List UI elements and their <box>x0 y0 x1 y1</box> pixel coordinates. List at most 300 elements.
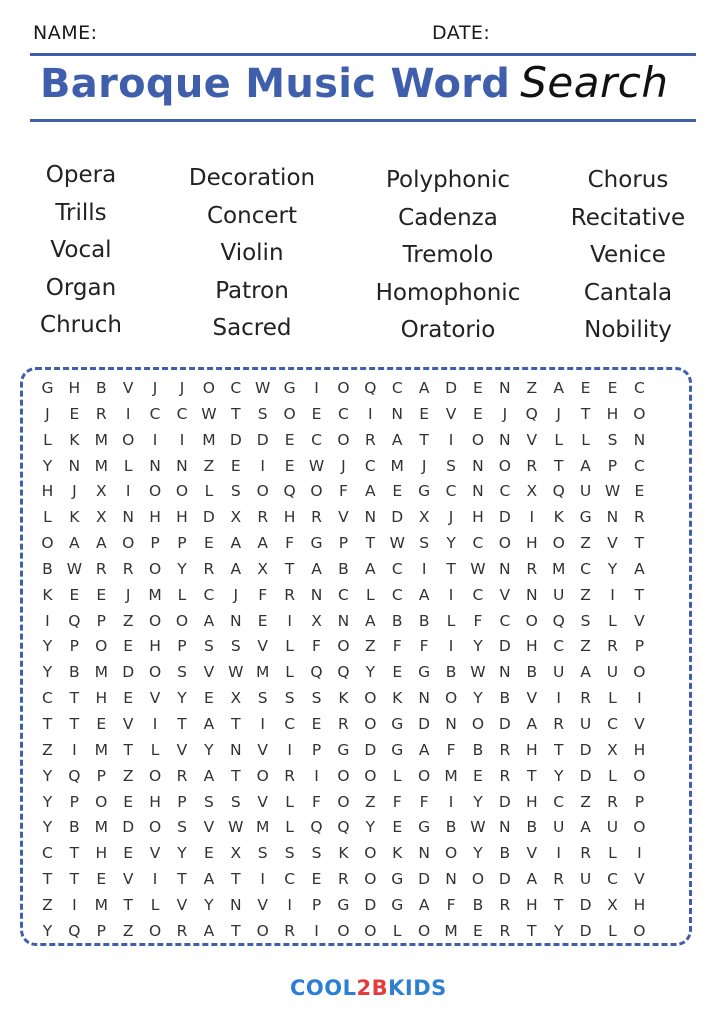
grid-letter[interactable]: L <box>150 895 160 914</box>
grid-letter[interactable]: H <box>95 689 108 708</box>
grid-letter[interactable]: R <box>499 740 511 759</box>
grid-letter[interactable]: Y <box>553 921 564 940</box>
grid-letter[interactable]: A <box>418 895 430 914</box>
grid-letter[interactable]: D <box>256 430 269 449</box>
grid-letter[interactable]: T <box>527 766 537 785</box>
grid-letter[interactable]: C <box>607 714 618 733</box>
grid-letter[interactable]: W <box>201 404 217 423</box>
grid-letter[interactable]: P <box>311 895 322 914</box>
grid-letter[interactable]: S <box>311 689 322 708</box>
grid-letter[interactable]: W <box>228 663 244 682</box>
grid-letter[interactable]: I <box>556 689 561 708</box>
grid-letter[interactable]: Y <box>42 456 53 475</box>
grid-letter[interactable]: N <box>472 482 484 501</box>
grid-letter[interactable]: C <box>149 404 161 423</box>
grid-letter[interactable]: V <box>526 689 538 708</box>
grid-letter[interactable]: J <box>233 585 239 604</box>
grid-letter[interactable]: N <box>499 663 511 682</box>
grid-letter[interactable]: R <box>176 921 188 940</box>
grid-letter[interactable]: D <box>498 792 511 811</box>
grid-letter[interactable]: T <box>634 585 645 604</box>
grid-letter[interactable]: B <box>69 663 80 682</box>
grid-letter[interactable]: N <box>149 456 161 475</box>
grid-letter[interactable]: D <box>498 508 511 527</box>
grid-letter[interactable]: Z <box>42 895 53 914</box>
grid-letter[interactable]: T <box>231 921 241 940</box>
grid-letter[interactable]: O <box>41 534 54 553</box>
grid-letter[interactable]: D <box>202 508 215 527</box>
grid-letter[interactable]: K <box>69 430 80 449</box>
grid-letter[interactable]: N <box>499 379 511 397</box>
grid-letter[interactable]: E <box>392 663 403 682</box>
grid-letter[interactable]: M <box>148 585 162 604</box>
grid-letter[interactable]: T <box>177 870 187 889</box>
grid-letter[interactable]: C <box>391 559 403 578</box>
grid-letter[interactable]: O <box>633 404 646 423</box>
grid-letter[interactable]: Y <box>607 559 618 578</box>
grid-letter[interactable]: P <box>96 921 106 940</box>
grid-letter[interactable]: O <box>337 766 350 785</box>
grid-letter[interactable]: E <box>203 844 214 863</box>
grid-letter[interactable]: C <box>42 844 53 863</box>
grid-letter[interactable]: Z <box>122 766 134 785</box>
grid-letter[interactable]: O <box>122 430 135 449</box>
grid-letter[interactable]: R <box>203 559 215 578</box>
grid-letter[interactable]: Y <box>42 637 53 656</box>
grid-letter[interactable]: O <box>337 921 350 940</box>
grid-letter[interactable]: A <box>634 559 645 578</box>
grid-letter[interactable]: F <box>419 637 429 656</box>
grid-letter[interactable]: O <box>633 766 646 785</box>
grid-letter[interactable]: T <box>446 559 456 578</box>
grid-letter[interactable]: J <box>179 379 185 397</box>
grid-letter[interactable]: E <box>311 404 322 423</box>
grid-letter[interactable]: V <box>445 404 457 423</box>
grid-letter[interactable]: O <box>471 870 485 889</box>
grid-letter[interactable]: A <box>418 379 430 397</box>
grid-letter[interactable]: L <box>123 456 133 475</box>
grid-letter[interactable]: P <box>177 534 187 553</box>
grid-letter[interactable]: Z <box>365 792 376 811</box>
grid-letter[interactable]: I <box>179 430 185 449</box>
grid-letter[interactable]: D <box>229 430 242 449</box>
grid-letter[interactable]: Y <box>473 637 483 656</box>
grid-letter[interactable]: A <box>553 379 564 397</box>
grid-letter[interactable]: O <box>148 766 162 785</box>
grid-letter[interactable]: L <box>392 921 402 940</box>
grid-letter[interactable]: R <box>364 430 376 449</box>
grid-letter[interactable]: K <box>553 508 564 527</box>
grid-letter[interactable]: H <box>95 844 108 863</box>
grid-letter[interactable]: T <box>231 714 241 733</box>
grid-letter[interactable]: E <box>473 404 483 423</box>
grid-letter[interactable]: C <box>607 870 618 889</box>
grid-letter[interactable]: R <box>634 508 645 527</box>
grid-letter[interactable]: G <box>283 379 296 397</box>
grid-letter[interactable]: N <box>229 611 242 630</box>
grid-letter[interactable]: M <box>390 456 404 475</box>
grid-letter[interactable]: R <box>176 766 188 785</box>
grid-letter[interactable]: R <box>284 766 295 785</box>
grid-letter[interactable]: V <box>176 895 188 914</box>
grid-letter[interactable]: S <box>284 844 295 863</box>
grid-letter[interactable]: I <box>448 430 454 449</box>
grid-letter[interactable]: I <box>637 844 642 863</box>
grid-letter[interactable]: E <box>230 456 241 475</box>
grid-letter[interactable]: Q <box>552 611 565 630</box>
grid-letter[interactable]: Z <box>580 585 591 604</box>
grid-letter[interactable]: J <box>448 508 454 527</box>
grid-letter[interactable]: F <box>419 792 429 811</box>
grid-letter[interactable]: Z <box>526 379 538 397</box>
grid-letter[interactable]: A <box>95 534 107 553</box>
grid-letter[interactable]: V <box>122 870 134 889</box>
grid-letter[interactable]: F <box>338 482 348 501</box>
grid-letter[interactable]: N <box>418 689 430 708</box>
grid-letter[interactable]: T <box>365 534 376 553</box>
grid-letter[interactable]: X <box>526 482 538 501</box>
grid-letter[interactable]: P <box>634 792 645 811</box>
grid-letter[interactable]: X <box>311 611 322 630</box>
grid-letter[interactable]: B <box>499 844 511 863</box>
grid-letter[interactable]: J <box>72 482 77 501</box>
grid-letter[interactable]: C <box>230 379 242 397</box>
grid-letter[interactable]: E <box>580 379 591 397</box>
grid-letter[interactable]: V <box>257 792 268 811</box>
grid-letter[interactable]: J <box>341 456 346 475</box>
grid-letter[interactable]: V <box>634 611 645 630</box>
grid-letter[interactable]: L <box>608 689 617 708</box>
grid-letter[interactable]: E <box>123 637 134 656</box>
grid-letter[interactable]: C <box>391 585 403 604</box>
grid-letter[interactable]: I <box>421 559 427 578</box>
grid-letter[interactable]: D <box>579 740 592 759</box>
grid-letter[interactable]: C <box>364 456 376 475</box>
grid-letter[interactable]: D <box>122 663 135 682</box>
grid-letter[interactable]: I <box>72 740 77 759</box>
grid-letter[interactable]: P <box>69 792 80 811</box>
grid-letter[interactable]: M <box>256 663 270 682</box>
grid-letter[interactable]: Q <box>525 404 538 423</box>
grid-letter[interactable]: I <box>287 895 292 914</box>
grid-letter[interactable]: W <box>470 663 486 682</box>
grid-letter[interactable]: W <box>389 534 405 553</box>
grid-letter[interactable]: A <box>203 766 215 785</box>
grid-letter[interactable]: Y <box>473 844 483 863</box>
grid-letter[interactable]: S <box>419 534 430 553</box>
grid-letter[interactable]: X <box>607 895 618 914</box>
grid-letter[interactable]: W <box>604 482 621 501</box>
grid-letter[interactable]: X <box>418 508 430 527</box>
grid-letter[interactable]: N <box>472 456 484 475</box>
grid-letter[interactable]: R <box>499 921 511 940</box>
grid-letter[interactable]: F <box>446 895 456 914</box>
grid-letter[interactable]: Y <box>42 818 53 837</box>
grid-letter[interactable]: E <box>634 482 645 501</box>
grid-letter[interactable]: W <box>470 559 486 578</box>
grid-letter[interactable]: O <box>364 714 377 733</box>
grid-letter[interactable]: A <box>230 534 242 553</box>
grid-letter[interactable]: G <box>391 740 404 759</box>
grid-letter[interactable]: O <box>202 379 215 397</box>
grid-letter[interactable]: R <box>95 404 107 423</box>
grid-letter[interactable]: O <box>148 818 162 837</box>
grid-letter[interactable]: O <box>418 921 431 940</box>
grid-letter[interactable]: C <box>338 404 349 423</box>
grid-letter[interactable]: U <box>606 818 619 837</box>
grid-letter[interactable]: Z <box>42 740 53 759</box>
grid-letter[interactable]: R <box>526 559 538 578</box>
grid-letter[interactable]: C <box>472 534 484 553</box>
grid-letter[interactable]: R <box>338 714 349 733</box>
grid-letter[interactable]: R <box>338 870 349 889</box>
grid-letter[interactable]: D <box>498 637 511 656</box>
grid-letter[interactable]: R <box>95 559 107 578</box>
grid-letter[interactable]: L <box>150 740 160 759</box>
grid-letter[interactable]: M <box>256 818 270 837</box>
grid-letter[interactable]: B <box>526 663 538 682</box>
grid-letter[interactable]: M <box>94 430 108 449</box>
grid-letter[interactable]: A <box>311 559 322 578</box>
grid-letter[interactable]: R <box>311 508 322 527</box>
grid-letter[interactable]: F <box>312 792 321 811</box>
grid-letter[interactable]: U <box>579 714 592 733</box>
grid-letter[interactable]: C <box>42 689 53 708</box>
grid-letter[interactable]: T <box>69 714 80 733</box>
grid-letter[interactable]: O <box>175 482 189 501</box>
grid-letter[interactable]: P <box>634 637 645 656</box>
grid-letter[interactable]: N <box>525 585 538 604</box>
grid-letter[interactable]: T <box>42 714 53 733</box>
grid-letter[interactable]: O <box>148 559 162 578</box>
grid-letter[interactable]: C <box>499 482 511 501</box>
grid-letter[interactable]: I <box>125 404 131 423</box>
grid-letter[interactable]: Z <box>203 456 215 475</box>
grid-letter[interactable]: Y <box>365 663 376 682</box>
grid-letter[interactable]: K <box>392 844 403 863</box>
grid-letter[interactable]: A <box>418 585 430 604</box>
grid-letter[interactable]: R <box>607 637 618 656</box>
grid-letter[interactable]: O <box>633 921 646 940</box>
grid-letter[interactable]: B <box>526 818 538 837</box>
grid-letter[interactable]: K <box>338 689 349 708</box>
grid-letter[interactable]: Y <box>177 844 187 863</box>
grid-letter[interactable]: A <box>365 559 376 578</box>
grid-letter[interactable]: N <box>364 508 377 527</box>
grid-letter[interactable]: V <box>634 870 645 889</box>
grid-letter[interactable]: O <box>337 637 350 656</box>
grid-letter[interactable]: S <box>284 689 295 708</box>
grid-letter[interactable]: S <box>177 818 187 837</box>
grid-letter[interactable]: I <box>287 740 292 759</box>
grid-letter[interactable]: A <box>526 714 538 733</box>
grid-letter[interactable]: I <box>152 430 158 449</box>
grid-letter[interactable]: B <box>472 740 484 759</box>
grid-letter[interactable]: N <box>68 456 81 475</box>
grid-letter[interactable]: N <box>499 430 511 449</box>
grid-letter[interactable]: E <box>257 611 268 630</box>
grid-letter[interactable]: N <box>229 740 242 759</box>
grid-letter[interactable]: C <box>445 482 457 501</box>
grid-letter[interactable]: C <box>553 792 565 811</box>
grid-letter[interactable]: Q <box>68 611 81 630</box>
grid-letter[interactable]: D <box>498 870 511 889</box>
grid-letter[interactable]: E <box>607 379 618 397</box>
grid-letter[interactable]: T <box>553 895 564 914</box>
grid-letter[interactable]: S <box>230 637 241 656</box>
grid-letter[interactable]: K <box>69 508 80 527</box>
grid-letter[interactable]: H <box>525 740 538 759</box>
grid-letter[interactable]: V <box>149 689 161 708</box>
grid-letter[interactable]: B <box>445 818 457 837</box>
grid-letter[interactable]: E <box>311 870 322 889</box>
grid-letter[interactable]: R <box>607 792 618 811</box>
grid-letter[interactable]: D <box>579 766 592 785</box>
grid-letter[interactable]: H <box>525 792 538 811</box>
grid-letter[interactable]: Q <box>283 482 296 501</box>
grid-letter[interactable]: C <box>499 611 511 630</box>
grid-letter[interactable]: L <box>285 663 294 682</box>
grid-letter[interactable]: O <box>256 921 269 940</box>
grid-letter[interactable]: C <box>633 379 645 397</box>
grid-letter[interactable]: E <box>96 714 107 733</box>
grid-letter[interactable]: F <box>473 611 483 630</box>
grid-letter[interactable]: H <box>525 895 538 914</box>
grid-letter[interactable]: Q <box>68 921 81 940</box>
grid-letter[interactable]: V <box>122 379 134 397</box>
grid-letter[interactable]: O <box>418 766 431 785</box>
grid-letter[interactable]: X <box>95 508 107 527</box>
grid-letter[interactable]: R <box>499 895 511 914</box>
grid-letter[interactable]: A <box>365 611 376 630</box>
grid-letter[interactable]: O <box>498 456 511 475</box>
grid-letter[interactable]: H <box>149 792 161 811</box>
grid-letter[interactable]: V <box>122 714 134 733</box>
grid-letter[interactable]: N <box>310 585 323 604</box>
grid-letter[interactable]: M <box>444 921 458 940</box>
grid-letter[interactable]: B <box>42 559 53 578</box>
grid-letter[interactable]: I <box>152 870 158 889</box>
grid-letter[interactable]: Y <box>473 792 483 811</box>
grid-letter[interactable]: Z <box>580 534 591 553</box>
grid-letter[interactable]: E <box>392 818 403 837</box>
grid-letter[interactable]: H <box>149 508 161 527</box>
grid-letter[interactable]: F <box>392 792 402 811</box>
grid-letter[interactable]: T <box>69 870 80 889</box>
grid-letter[interactable]: H <box>472 508 484 527</box>
grid-letter[interactable]: I <box>314 766 319 785</box>
grid-letter[interactable]: O <box>337 379 350 397</box>
grid-letter[interactable]: B <box>338 559 349 578</box>
grid-letter[interactable]: W <box>66 559 83 578</box>
grid-letter[interactable]: A <box>365 482 376 501</box>
grid-letter[interactable]: X <box>257 559 269 578</box>
grid-letter[interactable]: E <box>96 870 107 889</box>
grid-letter[interactable]: X <box>95 482 107 501</box>
grid-letter[interactable]: S <box>177 663 187 682</box>
grid-letter[interactable]: J <box>502 404 508 423</box>
grid-letter[interactable]: G <box>418 663 431 682</box>
grid-letter[interactable]: L <box>285 637 294 656</box>
grid-letter[interactable]: S <box>257 404 268 423</box>
grid-letter[interactable]: T <box>284 559 295 578</box>
grid-letter[interactable]: X <box>607 740 618 759</box>
grid-letter[interactable]: I <box>368 404 373 423</box>
grid-letter[interactable]: T <box>177 714 187 733</box>
grid-letter[interactable]: H <box>606 404 619 423</box>
grid-letter[interactable]: I <box>72 895 77 914</box>
grid-letter[interactable]: O <box>175 611 189 630</box>
grid-letter[interactable]: T <box>42 870 53 889</box>
grid-letter[interactable]: O <box>148 921 162 940</box>
grid-letter[interactable]: T <box>231 404 241 423</box>
grid-letter[interactable]: R <box>284 585 295 604</box>
grid-letter[interactable]: D <box>579 895 592 914</box>
grid-letter[interactable]: S <box>257 844 268 863</box>
grid-letter[interactable]: A <box>418 740 430 759</box>
grid-letter[interactable]: H <box>633 740 646 759</box>
grid-letter[interactable]: I <box>152 714 158 733</box>
grid-letter[interactable]: C <box>580 559 591 578</box>
grid-letter[interactable]: N <box>122 508 134 527</box>
grid-letter[interactable]: M <box>202 430 216 449</box>
grid-letter[interactable]: X <box>230 844 242 863</box>
grid-letter[interactable]: G <box>41 379 54 397</box>
grid-letter[interactable]: O <box>498 534 511 553</box>
grid-letter[interactable]: N <box>229 895 242 914</box>
grid-letter[interactable]: P <box>338 534 349 553</box>
grid-letter[interactable]: S <box>607 430 618 449</box>
grid-letter[interactable]: L <box>366 585 375 604</box>
grid-letter[interactable]: J <box>421 456 427 475</box>
grid-letter[interactable]: I <box>260 456 265 475</box>
grid-letter[interactable]: Y <box>553 766 564 785</box>
grid-letter[interactable]: Y <box>42 792 53 811</box>
grid-letter[interactable]: O <box>256 482 269 501</box>
grid-letter[interactable]: D <box>579 921 592 940</box>
grid-letter[interactable]: W <box>228 818 244 837</box>
grid-letter[interactable]: E <box>96 585 107 604</box>
grid-letter[interactable]: N <box>499 818 511 837</box>
grid-letter[interactable]: I <box>610 585 615 604</box>
grid-letter[interactable]: S <box>203 792 214 811</box>
grid-letter[interactable]: L <box>204 482 214 501</box>
grid-letter[interactable]: K <box>392 689 403 708</box>
grid-letter[interactable]: I <box>45 611 50 630</box>
grid-letter[interactable]: C <box>284 870 296 889</box>
grid-letter[interactable]: E <box>419 404 430 423</box>
grid-letter[interactable]: S <box>311 844 322 863</box>
grid-letter[interactable]: L <box>581 430 590 449</box>
grid-letter[interactable]: V <box>634 714 645 733</box>
grid-letter[interactable]: L <box>608 844 617 863</box>
grid-letter[interactable]: T <box>69 844 80 863</box>
grid-letter[interactable]: V <box>203 818 215 837</box>
grid-letter[interactable]: O <box>95 792 108 811</box>
grid-letter[interactable]: R <box>580 689 591 708</box>
grid-letter[interactable]: L <box>608 611 617 630</box>
grid-letter[interactable]: O <box>471 714 485 733</box>
grid-letter[interactable]: O <box>337 792 350 811</box>
grid-letter[interactable]: O <box>364 921 377 940</box>
grid-letter[interactable]: A <box>69 534 80 553</box>
grid-letter[interactable]: D <box>445 379 458 397</box>
grid-letter[interactable]: W <box>470 818 486 837</box>
grid-letter[interactable]: J <box>152 379 158 397</box>
grid-letter[interactable]: F <box>312 637 321 656</box>
grid-letter[interactable]: V <box>149 844 161 863</box>
grid-letter[interactable]: K <box>42 585 53 604</box>
